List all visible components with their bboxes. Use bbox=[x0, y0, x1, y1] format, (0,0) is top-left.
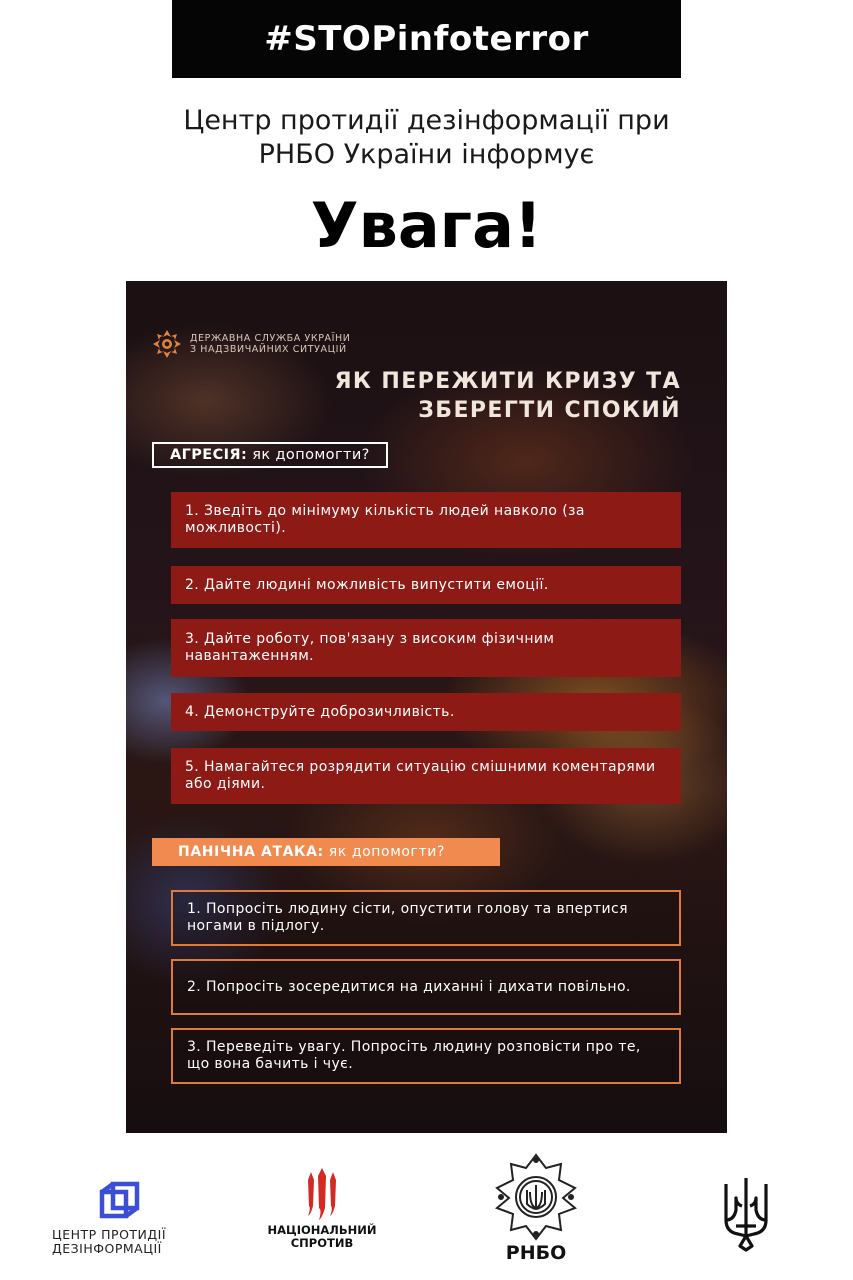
cpd-cube-icon bbox=[99, 1180, 141, 1222]
aggression-item-3 bbox=[171, 619, 681, 677]
cpd-logo-label bbox=[50, 1228, 190, 1256]
national-resistance-label bbox=[262, 1224, 382, 1250]
aggression-label-bold: АГРЕСІЯ: bbox=[170, 447, 248, 463]
panic-item-1 bbox=[171, 890, 681, 946]
panic-item-text: 3. Переведіть увагу. Попросіть людину розповісти про те, що вона бачить і чує. bbox=[187, 1039, 641, 1072]
aggression-item-1 bbox=[171, 492, 681, 548]
ns-label-line-1: НАЦІОНАЛЬНИЙ bbox=[267, 1223, 377, 1237]
aggression-item-text: 2. Дайте людині можливість випустити емоції. bbox=[185, 576, 549, 593]
agency-header bbox=[152, 329, 390, 359]
panic-section-label bbox=[152, 838, 500, 866]
agency-name bbox=[190, 333, 390, 355]
cpd-label-line-1: ЦЕНТР ПРОТИДІЇ bbox=[52, 1227, 167, 1242]
subtitle-line-2: РНБО України інформує bbox=[258, 139, 595, 170]
hashtag-text: #STOPinfoterror bbox=[264, 19, 589, 59]
poster-title-line-2: ЗБЕРЕГТИ СПОКИЙ bbox=[418, 398, 681, 423]
aggression-item-5 bbox=[171, 748, 681, 804]
trident-icon bbox=[722, 1176, 770, 1252]
aggression-section-label bbox=[152, 442, 388, 468]
aggression-label-rest: як допомогти? bbox=[252, 447, 370, 463]
national-resistance-logo bbox=[262, 1168, 382, 1250]
page-subtitle bbox=[100, 104, 753, 172]
rnbo-logo bbox=[488, 1152, 584, 1264]
national-resistance-icon bbox=[302, 1168, 342, 1220]
cpd-label-line-2: ДЕЗІНФОРМАЦІЇ bbox=[52, 1241, 162, 1256]
aggression-item-2 bbox=[171, 566, 681, 604]
hashtag-banner bbox=[172, 0, 681, 78]
aggression-item-text: 1. Зведіть до мінімуму кількість людей навколо (за можливості). bbox=[185, 503, 585, 536]
panic-item-text: 2. Попросіть зосередитися на диханні і дихати повільно. bbox=[187, 978, 631, 995]
agency-name-line-2: З НАДЗВИЧАЙНИХ СИТУАЦІЙ bbox=[190, 344, 347, 355]
panic-item-2 bbox=[171, 959, 681, 1015]
poster-title-line-1: ЯК ПЕРЕЖИТИ КРИЗУ ТА bbox=[334, 369, 681, 394]
page-headline: Увага! bbox=[310, 189, 543, 262]
info-poster bbox=[126, 281, 727, 1133]
rnbo-label: РНБО bbox=[505, 1242, 567, 1264]
panic-label-bold: ПАНІЧНА АТАКА: bbox=[178, 844, 324, 860]
poster-title bbox=[296, 367, 681, 425]
panic-label-rest: як допомогти? bbox=[328, 844, 445, 860]
dsns-emblem-icon bbox=[152, 329, 182, 359]
aggression-item-4 bbox=[171, 693, 681, 731]
panic-item-text: 1. Попросіть людину сісти, опустити голову та впертися ногами в підлогу. bbox=[187, 901, 628, 934]
aggression-item-text: 5. Намагайтеся розрядити ситуацію смішними коментарями або діями. bbox=[185, 759, 656, 792]
rnbo-emblem-icon bbox=[491, 1152, 581, 1242]
panic-item-3 bbox=[171, 1028, 681, 1084]
aggression-item-text: 3. Дайте роботу, пов'язану з високим фізичним навантаженням. bbox=[185, 631, 555, 664]
aggression-item-text: 4. Демонструйте доброзичливість. bbox=[185, 703, 455, 720]
ns-label-line-2: СПРОТИВ bbox=[290, 1236, 354, 1250]
agency-name-line-1: ДЕРЖАВНА СЛУЖБА УКРАЇНИ bbox=[190, 333, 351, 344]
cpd-logo bbox=[50, 1180, 190, 1256]
subtitle-line-1: Центр протидії дезінформації при bbox=[183, 105, 670, 136]
